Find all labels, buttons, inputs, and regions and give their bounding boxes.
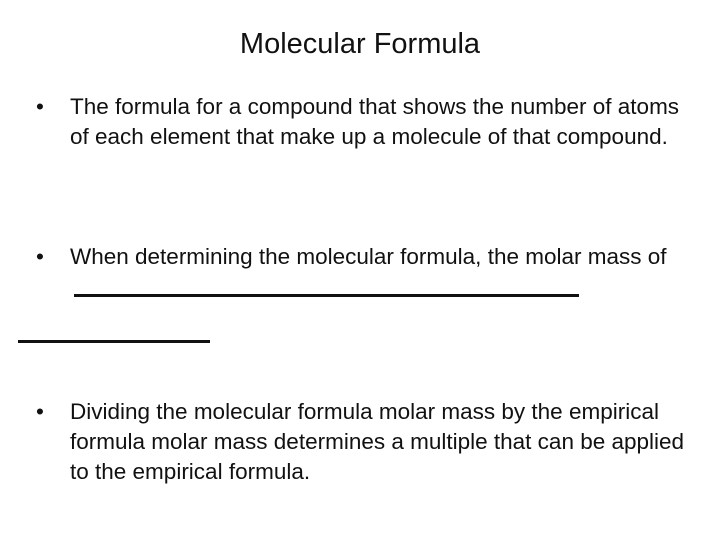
bullet-text: When determining the molecular formula, the molar mass of bbox=[70, 244, 667, 269]
bullet-text-with-blank bbox=[70, 242, 690, 305]
bullet-marker: • bbox=[36, 94, 44, 119]
fill-in-blank-line bbox=[74, 272, 579, 297]
bullet-text: Dividing the molecular formula molar mass by the empirical formula molar mass determines a multiple that can be applied to the empirical formula. bbox=[70, 399, 685, 484]
slide-title: Molecular Formula bbox=[239, 28, 481, 60]
fill-in-blank-line-continued bbox=[18, 340, 210, 343]
bullet-marker: • bbox=[36, 399, 44, 424]
bullet-marker: • bbox=[36, 244, 44, 269]
bullet-text: The formula for a compound that shows the number of atoms of each element that make up a molecule of that compound. bbox=[70, 94, 680, 149]
